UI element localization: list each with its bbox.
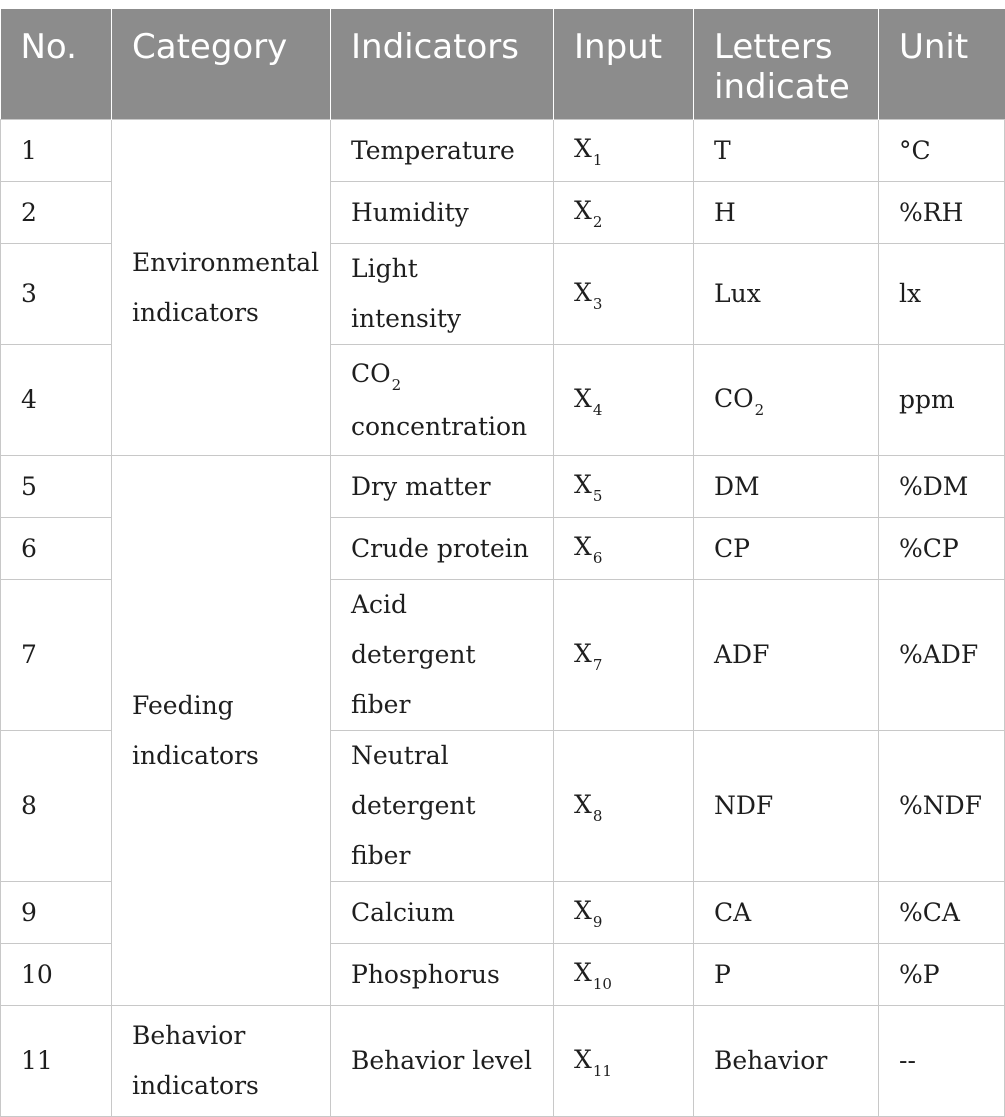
cell-unit: %DM [879,456,1005,518]
cell-no: 5 [1,456,112,518]
cell-unit: %NDF [879,731,1005,882]
input-symbol: X [574,958,592,987]
cell-no: 8 [1,731,112,882]
table-row [1,456,1005,518]
input-subscript: 10 [592,975,612,993]
header-indicators: Indicators [331,9,554,120]
cell-indicator: Calcium [331,882,554,944]
cell-indicator: Light intensity [331,244,554,345]
indicator-concentration-text: concentration [351,411,528,441]
cell-no: 4 [1,345,112,456]
cell-unit: %ADF [879,580,1005,731]
header-letters-indicate: Letters indicate [694,9,879,120]
input-subscript: 9 [592,913,603,931]
cell-unit: °C [879,120,1005,182]
cell-input [554,944,694,1006]
header-category: Category [112,9,331,120]
input-symbol: X [574,896,592,925]
input-symbol: X [574,470,592,499]
cell-unit: %P [879,944,1005,1006]
cell-input [554,882,694,944]
cell-no: 10 [1,944,112,1006]
cell-category-behavior: Behavior indicators [112,1006,331,1117]
input-subscript: 4 [592,400,603,419]
cell-input [554,182,694,244]
cell-input [554,244,694,345]
indicator-subscript: 2 [391,375,402,394]
input-symbol: X [574,789,592,819]
letters-symbol: CO [714,383,754,413]
cell-input [554,731,694,882]
input-symbol: X [574,1044,592,1074]
cell-unit: ppm [879,345,1005,456]
cell-indicator: Dry matter [331,456,554,518]
cell-letters: DM [694,456,879,518]
cell-input [554,580,694,731]
input-subscript: 11 [592,1061,612,1080]
indicators-table [0,9,1005,1117]
cell-no: 2 [1,182,112,244]
cell-no: 3 [1,244,112,345]
input-subscript: 5 [592,487,603,505]
input-subscript: 6 [592,549,603,567]
input-symbol: X [574,196,592,225]
cell-letters: Behavior [694,1006,879,1117]
cell-input [554,1006,694,1117]
input-symbol: X [574,532,592,561]
cell-unit: %CP [879,518,1005,580]
header-input: Input [554,9,694,120]
cell-letters: T [694,120,879,182]
cell-indicator: Phosphorus [331,944,554,1006]
cell-indicator: Crude protein [331,518,554,580]
header-unit: Unit [879,9,1005,120]
cell-input [554,456,694,518]
input-symbol: X [574,638,592,668]
letters-subscript: 2 [754,400,765,419]
cell-letters: NDF [694,731,879,882]
input-symbol: X [574,277,592,307]
cell-indicator: Acid detergent fiber [331,580,554,731]
cell-letters: CP [694,518,879,580]
input-subscript: 3 [592,294,603,313]
cell-no: 11 [1,1006,112,1117]
table-row [1,120,1005,182]
header-no: No. [1,9,112,120]
cell-unit: -- [879,1006,1005,1117]
cell-letters [694,345,879,456]
cell-unit: lx [879,244,1005,345]
cell-indicator: Temperature [331,120,554,182]
cell-indicator [331,345,554,456]
cell-category-environmental: Environmental indicators [112,120,331,456]
cell-letters: Lux [694,244,879,345]
input-symbol: X [574,134,592,163]
cell-input [554,120,694,182]
indicator-co-text: CO [351,358,391,388]
cell-no: 9 [1,882,112,944]
cell-unit: %RH [879,182,1005,244]
input-subscript: 1 [592,151,603,169]
cell-letters: ADF [694,580,879,731]
input-symbol: X [574,383,592,413]
cell-input [554,345,694,456]
input-subscript: 2 [592,213,603,231]
cell-no: 6 [1,518,112,580]
cell-no: 7 [1,580,112,731]
table-row [1,1006,1005,1117]
cell-no: 1 [1,120,112,182]
cell-unit: %CA [879,882,1005,944]
cell-input [554,518,694,580]
cell-indicator: Neutral detergent fiber [331,731,554,882]
table-header-row [1,9,1005,120]
cell-letters: P [694,944,879,1006]
cell-indicator: Humidity [331,182,554,244]
cell-category-feeding: Feeding indicators [112,456,331,1006]
input-subscript: 7 [592,655,603,674]
cell-letters: CA [694,882,879,944]
input-subscript: 8 [592,806,603,825]
cell-letters: H [694,182,879,244]
cell-indicator: Behavior level [331,1006,554,1117]
